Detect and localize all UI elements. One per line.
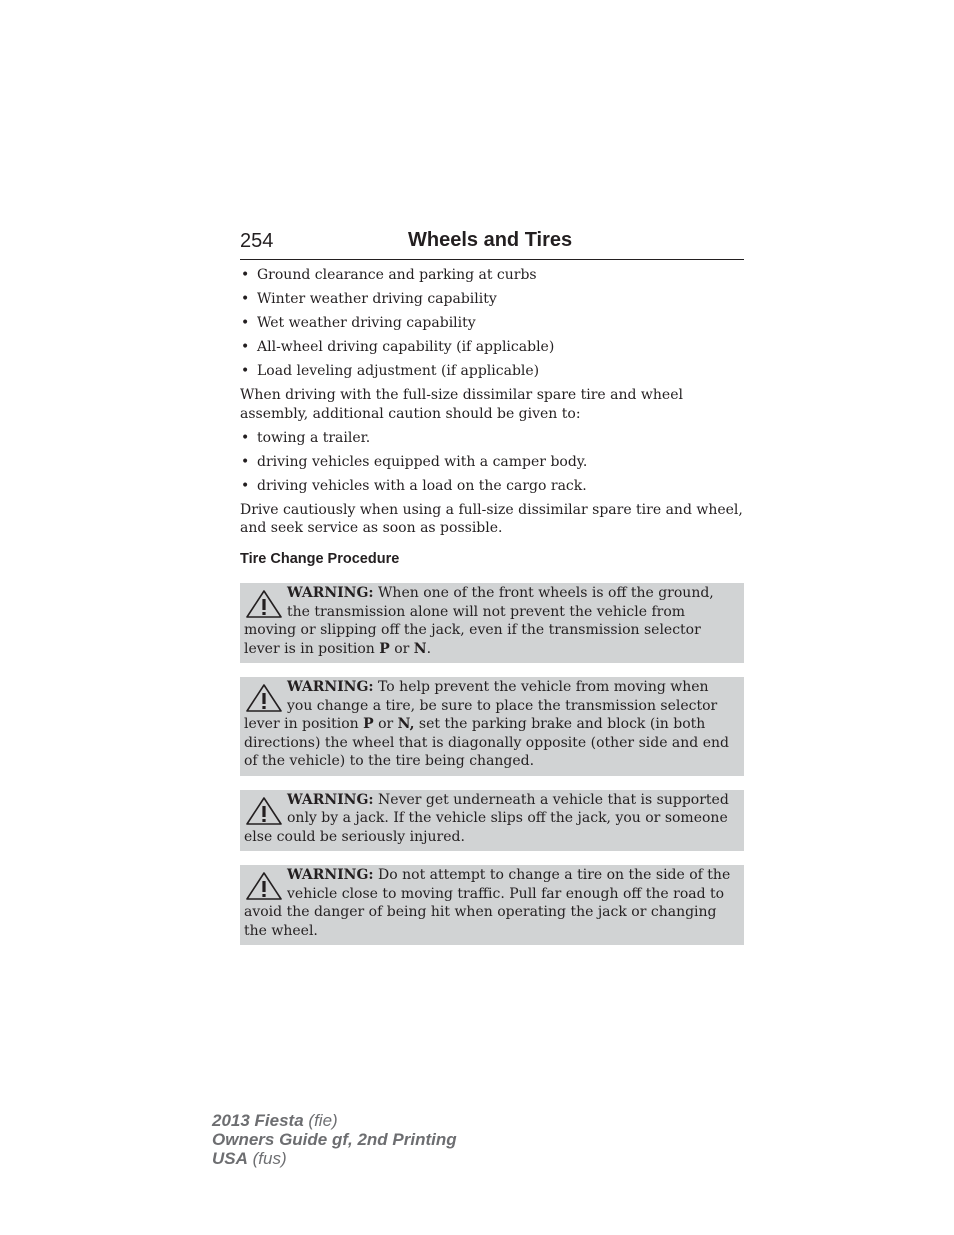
page-content (240, 266, 744, 959)
warning-text: or (373, 716, 398, 732)
footer-line-model (212, 1111, 457, 1130)
footer-model: 2013 Fiesta (212, 1111, 304, 1130)
warning-box-underneath-vehicle (240, 790, 744, 852)
footer-market: USA (212, 1149, 248, 1168)
warning-label: WARNING: (287, 791, 374, 808)
list-item: • driving vehicles with a load on the cargo rack. (240, 477, 744, 496)
bullet-list-caution (240, 429, 744, 496)
gear-position-n: N, (397, 716, 415, 732)
footer-line-market (212, 1149, 457, 1168)
warning-label: WARNING: (287, 585, 374, 601)
warning-text: Do not attempt to change a tire on the side of the vehicle close to moving traffic. Pull far enough off the road to avoid the danger of being hit when operating the jack or changing the wheel. (244, 867, 731, 939)
warning-box-front-wheels (240, 583, 744, 663)
list-item: • Wet weather driving capability (240, 314, 744, 333)
footer-line-guide: Owners Guide gf, 2nd Printing (212, 1130, 457, 1149)
page-header (240, 228, 744, 260)
warning-box-traffic (240, 865, 744, 945)
warning-text: or (389, 640, 414, 657)
warning-triangle-icon (244, 682, 284, 714)
list-item: • towing a trailer. (240, 429, 744, 448)
paragraph-spare-caution: When driving with the full-size dissimilar spare tire and wheel assembly, additional caution should be given to: (240, 387, 683, 422)
warning-triangle-icon (244, 795, 284, 827)
warning-text: When one of the front wheels is off the ground, the transmission alone will not prevent the vehicle from moving or slipping off the jack, even if the transmission selector lever is in position (244, 585, 714, 657)
footer-market-code: (fus) (247, 1149, 287, 1168)
gear-position-p: P (363, 716, 374, 732)
gear-position-p: P (379, 640, 390, 657)
warning-box-selector-lever (240, 677, 744, 776)
footer-model-code: (fie) (303, 1111, 338, 1130)
gear-position-n: N (413, 640, 427, 657)
list-item: • Ground clearance and parking at curbs (240, 266, 744, 285)
bullet-list-characteristics (240, 266, 744, 381)
list-item: • Load leveling adjustment (if applicable) (240, 362, 744, 381)
warning-text: Never get underneath a vehicle that is supported only by a jack. If the vehicle slips off the jack, you or someone else could be seriously injured. (244, 791, 729, 845)
page-number: 254 (240, 230, 274, 252)
warning-label: WARNING: (287, 679, 374, 695)
paragraph-drive-cautiously: Drive cautiously when using a full-size dissimilar spare tire and wheel, and seek service as soon as possible. (240, 501, 743, 536)
warning-triangle-icon (244, 870, 284, 902)
list-item: • driving vehicles equipped with a camper body. (240, 453, 744, 472)
warning-text: set the parking brake and block (in both directions) the wheel that is diagonally opposite (other side and end of the vehicle) to the tire being changed. (244, 716, 729, 769)
warning-triangle-icon (244, 588, 284, 620)
subheading-tire-change: Tire Change Procedure (240, 550, 400, 567)
section-title: Wheels and Tires (408, 229, 573, 251)
warning-text: . (426, 640, 432, 657)
document-footer (212, 1111, 457, 1168)
list-item: • All-wheel driving capability (if applicable) (240, 338, 744, 357)
warning-text: To help prevent the vehicle from moving when you change a tire, be sure to place the transmission selector lever in position (244, 679, 718, 732)
list-item: • Winter weather driving capability (240, 290, 744, 309)
warning-label: WARNING: (287, 867, 374, 883)
